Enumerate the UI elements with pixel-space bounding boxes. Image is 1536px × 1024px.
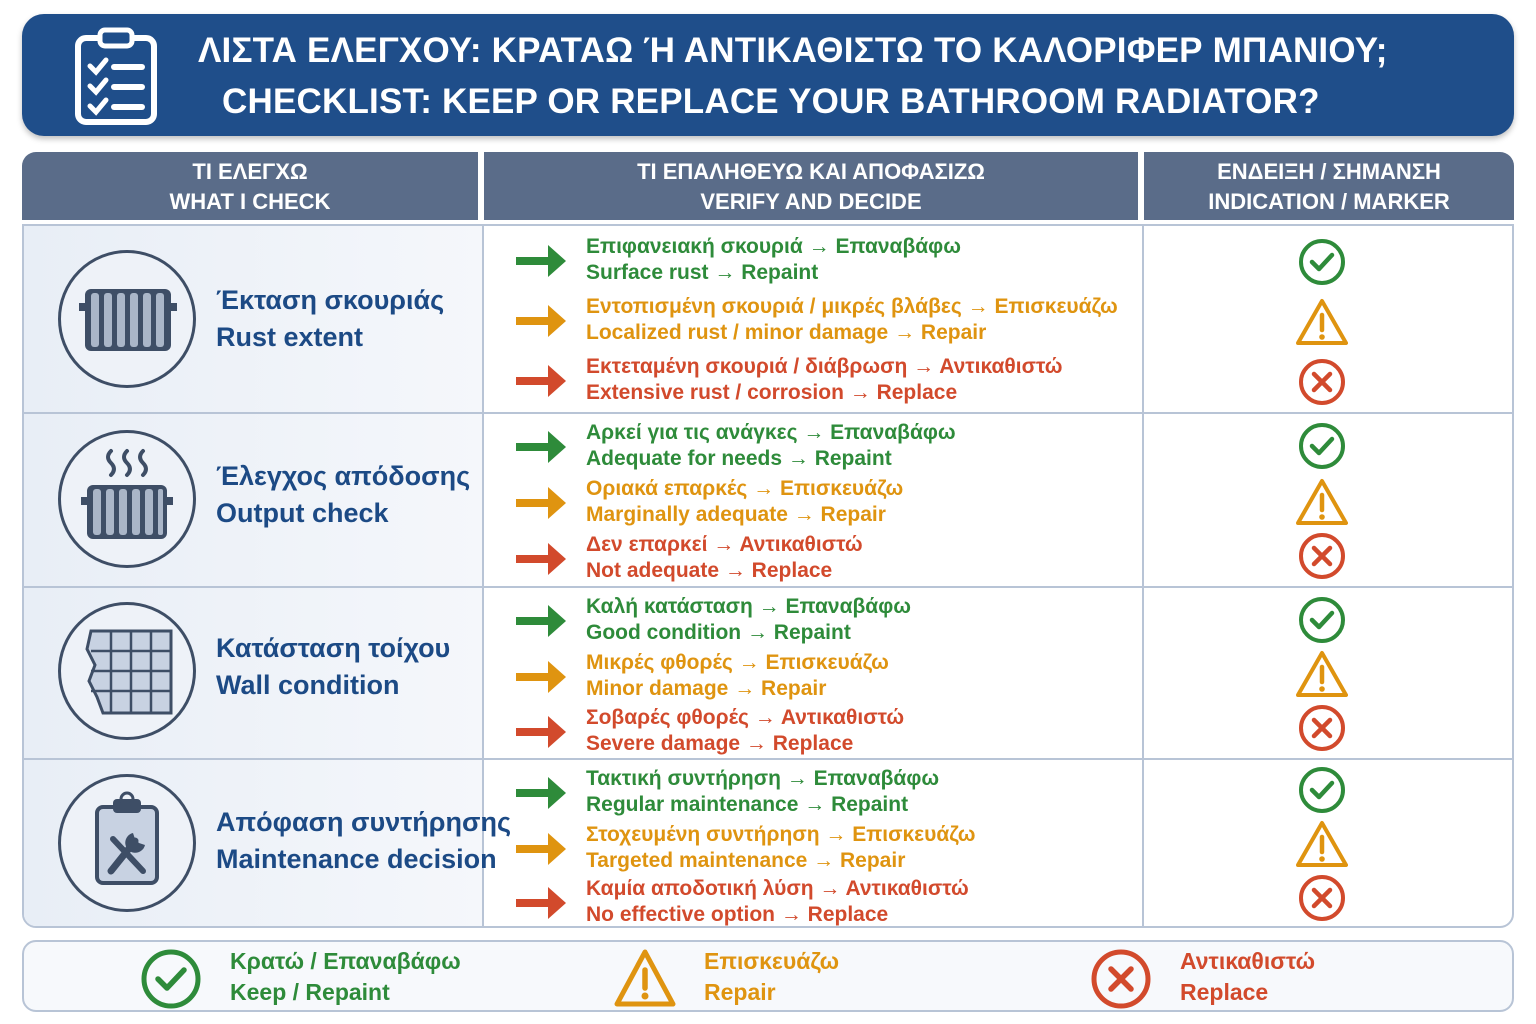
criterion-label-gr: Κατάσταση τοίχου [216,633,451,663]
table-row-wall-condition [24,588,1512,758]
option-text-gr: Σοβαρές φθορές → Αντικαθιστώ [586,706,905,729]
right-arrow-icon [514,774,568,812]
option-text-gr: Δεν επαρκεί → Αντικαθιστώ [586,533,863,556]
check-circle-icon [140,948,202,1010]
right-arrow-icon [514,302,568,340]
right-arrow-icon [514,602,568,640]
criterion-label-en: Rust extent [216,322,364,352]
option-text-gr: Αρκεί για τις ανάγκες → Επαναβάφω [586,421,956,444]
legend-label-gr: Αντικαθιστώ [1180,948,1316,974]
header-label-gr: ΤΙ ΕΛΕΓΧΩ [192,159,308,184]
option-text-en: Regular maintenance → Repaint [586,793,909,816]
header-indication-marker [1144,152,1514,220]
legend-item-replace [1090,946,1390,1010]
header-label-en: WHAT I CHECK [169,189,331,214]
clipboard-checklist-icon [74,26,158,126]
check-circle-icon [1296,422,1348,470]
radiator-icon [58,250,196,388]
criterion-label [216,630,450,704]
check-circle-icon [1296,238,1348,286]
criterion-label-gr: Απόφαση συντήρησης [216,807,511,837]
option-text-gr: Οριακά επαρκές → Επισκευάζω [586,477,904,500]
header-label-gr: ΤΙ ΕΠΑΛΗΘΕΥΩ ΚΑΙ ΑΠΟΦΑΣΙΖΩ [637,159,985,184]
x-circle-icon [1090,948,1152,1010]
option-text-en: Surface rust → Repaint [586,261,819,284]
header-verify-and-decide [484,152,1138,220]
option-text-en: Localized rust / minor damage → Repair [586,321,987,344]
title-banner [22,14,1514,136]
table-body [22,224,1514,928]
criterion-label [216,458,470,532]
option-text-gr: Εκτεταμένη σκουριά / διάβρωση → Αντικαθιστώ [586,355,1063,378]
check-circle-icon [1296,766,1348,814]
right-arrow-icon [514,884,568,922]
option-text-en: Not adequate → Replace [586,559,833,582]
right-arrow-icon [514,484,568,522]
title-greek: ΛΙΣΤΑ ΕΛΕΓΧΟΥ: ΚΡΑΤΑΩ Ή ΑΝΤΙΚΑΘΙΣΤΩ ΤΟ ΚΑΛΟΡΙΦΕΡ ΜΠΑΝΙΟΥ; [198,31,1388,70]
warning-triangle-icon [1296,650,1348,698]
warning-triangle-icon [1296,820,1348,868]
right-arrow-icon [514,242,568,280]
warning-triangle-icon [1296,298,1348,346]
criterion-label-gr: Έκταση σκουριάς [216,285,445,315]
option-text-en: Targeted maintenance → Repair [586,849,906,872]
option-text-gr: Μικρές φθορές → Επισκευάζω [586,651,889,674]
header-label-en: VERIFY AND DECIDE [700,189,922,214]
legend-label-gr: Επισκευάζω [704,948,840,974]
x-circle-icon [1296,874,1348,922]
header-label-gr: ΕΝΔΕΙΞΗ / ΣΗΜΑΝΣΗ [1217,159,1441,184]
x-circle-icon [1296,358,1348,406]
warning-triangle-icon [614,948,676,1010]
criterion-label-gr: Έλεγχος απόδοσης [216,461,471,491]
criterion-label [216,804,511,878]
legend-label-en: Repair [704,979,776,1005]
criterion-label-en: Maintenance decision [216,844,497,874]
header-label-en: INDICATION / MARKER [1208,189,1450,214]
legend-item-keep-repaint [140,946,520,1010]
option-text-gr: Καμία αποδοτική λύση → Αντικαθιστώ [586,877,969,900]
legend-label-en: Keep / Repaint [230,979,390,1005]
criterion-label-en: Output check [216,498,389,528]
x-circle-icon [1296,532,1348,580]
tiled-wall-icon [58,602,196,740]
option-text-gr: Στοχευμένη συντήρηση → Επισκευάζω [586,823,976,846]
option-text-en: Severe damage → Replace [586,732,854,755]
criterion-label-en: Wall condition [216,670,400,700]
checklist-table [22,152,1514,928]
x-circle-icon [1296,704,1348,752]
option-text-en: No effective option → Replace [586,903,889,926]
radiator-heat-icon [58,430,196,568]
option-text-gr: Καλή κατάσταση → Επαναβάφω [586,595,911,618]
legend-label-en: Replace [1180,979,1269,1005]
right-arrow-icon [514,540,568,578]
legend-item-repair [614,946,914,1010]
legend-label-gr: Κρατώ / Επαναβάφω [230,948,461,974]
option-text-en: Adequate for needs → Repaint [586,447,892,470]
table-row-output-check [24,414,1512,586]
header-what-i-check [22,152,478,220]
criterion-label [216,282,444,356]
right-arrow-icon [514,713,568,751]
clipboard-wrench-icon [58,774,196,912]
option-text-gr: Επιφανειακή σκουριά → Επαναβάφω [586,235,961,258]
option-text-en: Good condition → Repaint [586,621,851,644]
option-text-en: Extensive rust / corrosion → Replace [586,381,958,404]
warning-triangle-icon [1296,478,1348,526]
check-circle-icon [1296,596,1348,644]
option-text-en: Minor damage → Repair [586,677,827,700]
table-row-rust-extent [24,226,1512,412]
option-text-en: Marginally adequate → Repair [586,503,886,526]
legend [22,940,1514,1012]
right-arrow-icon [514,658,568,696]
right-arrow-icon [514,830,568,868]
right-arrow-icon [514,362,568,400]
option-text-gr: Τακτική συντήρηση → Επαναβάφω [586,767,940,790]
option-text-gr: Εντοπισμένη σκουριά / μικρές βλάβες → Επισκευάζω [586,295,1118,318]
title-english: CHECKLIST: KEEP OR REPLACE YOUR BATHROOM RADIATOR? [222,82,1320,121]
table-row-maintenance-decision [24,760,1512,928]
right-arrow-icon [514,428,568,466]
